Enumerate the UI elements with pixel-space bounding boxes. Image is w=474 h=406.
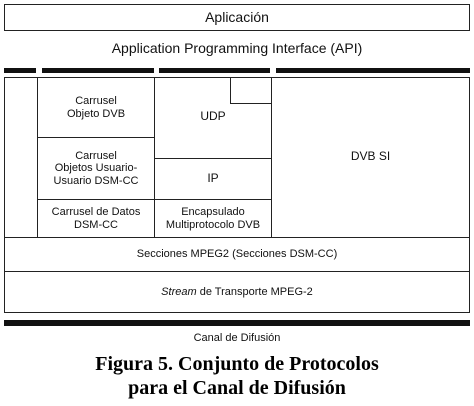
carrusel-usuario-label: Carrusel Objetos Usuario- Usuario DSM-CC: [53, 149, 139, 187]
carrusel-datos-label: Carrusel de Datos DSM-CC: [51, 205, 141, 231]
dvb-si-label: DVB SI: [350, 149, 391, 164]
api-bar-segment-4: [276, 68, 470, 73]
application-label: Aplicación: [205, 9, 269, 26]
transport-stream-rest: de Transporte MPEG-2: [196, 285, 313, 298]
encapsulado-label: Encapsulado Multiprotocolo DVB: [165, 205, 261, 231]
transport-stream-italic: Stream: [161, 285, 197, 298]
figure-caption-line-2: para el Canal de Difusión: [128, 377, 346, 399]
broadcast-channel-label: Canal de Difusión: [193, 331, 281, 344]
api-bar-segment-2: [42, 68, 154, 73]
ip-label: IP: [207, 171, 219, 186]
api-bar-segment-1: [4, 68, 36, 73]
figure-caption-line-1: Figura 5. Conjunto de Protocolos: [95, 353, 379, 375]
api-label: Application Programming Interface (API): [111, 39, 363, 56]
udp-label: UDP: [200, 109, 226, 124]
transport-stream-label: [4, 271, 470, 313]
carrusel-objeto-label: Carrusel Objeto DVB: [66, 94, 126, 120]
api-bar-segment-3: [159, 68, 270, 73]
secciones-label: Secciones MPEG2 (Secciones DSM-CC): [136, 248, 338, 261]
broadcast-channel-bar: [4, 320, 470, 326]
